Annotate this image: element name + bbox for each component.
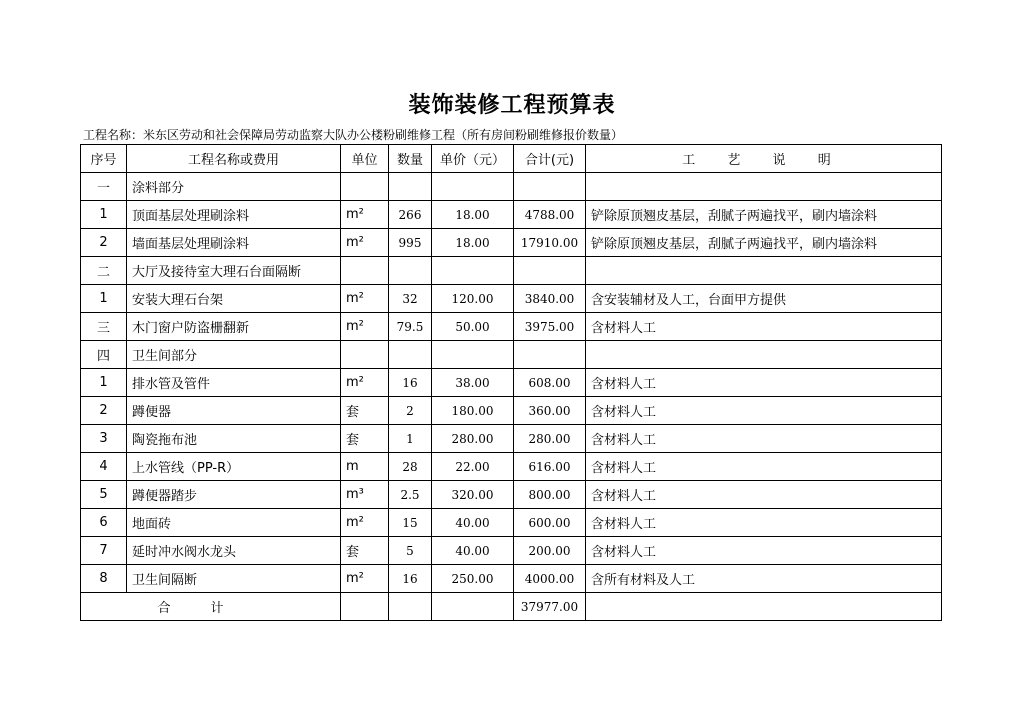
cell-qty [389,173,432,201]
cell-seq: 1 [81,369,127,397]
cell-total: 616.00 [514,453,586,481]
cell-qty: 28 [389,453,432,481]
cell-qty: 16 [389,369,432,397]
cell-qty: 79.5 [389,313,432,341]
cell-total: 608.00 [514,369,586,397]
cell-price: 38.00 [432,369,514,397]
cell-price: 250.00 [432,565,514,593]
table-row [81,537,942,565]
cell-unit: m² [341,229,389,257]
cell-seq: 6 [81,509,127,537]
cell-item-name: 卫生间隔断 [127,565,341,593]
cell-price: 180.00 [432,397,514,425]
table-row [81,285,942,313]
cell-seq: 二 [81,257,127,285]
cell-unit: m² [341,313,389,341]
cell-desc: 含安装辅材及人工，台面甲方提供 [586,285,942,313]
cell-total: 800.00 [514,481,586,509]
cell-price: 40.00 [432,537,514,565]
cell-item-name: 蹲便器踏步 [127,481,341,509]
header-desc: 工 艺 说 明 [586,145,942,173]
cell-seq: 8 [81,565,127,593]
cell-desc: 含材料人工 [586,481,942,509]
cell-item-name: 顶面基层处理刷涂料 [127,201,341,229]
page-title: 装饰装修工程预算表 [408,92,616,118]
cell-desc: 铲除原顶翘皮基层，刮腻子两遍找平，刷内墙涂料 [586,229,942,257]
cell-total [514,341,586,369]
cell-price: 18.00 [432,229,514,257]
cell-price [432,257,514,285]
summary-total: 37977.00 [514,593,586,621]
table-row [81,565,942,593]
cell-total: 4000.00 [514,565,586,593]
table-row [81,229,942,257]
summary-qty-cell [389,593,432,621]
cell-desc: 含材料人工 [586,313,942,341]
cell-unit: 套 [341,425,389,453]
cell-unit [341,257,389,285]
cell-qty: 16 [389,565,432,593]
table-row [81,341,942,369]
cell-qty: 1 [389,425,432,453]
summary-label: 合计 [81,593,341,621]
cell-unit [341,173,389,201]
table-row [81,425,942,453]
summary-price-cell [432,593,514,621]
cell-total [514,257,586,285]
cell-seq: 4 [81,453,127,481]
cell-seq: 2 [81,229,127,257]
cell-qty: 32 [389,285,432,313]
cell-desc: 含材料人工 [586,397,942,425]
cell-item-name: 排水管及管件 [127,369,341,397]
table-row [81,397,942,425]
cell-seq: 一 [81,173,127,201]
cell-item-name: 木门窗户防盗栅翻新 [127,313,341,341]
cell-total: 360.00 [514,397,586,425]
cell-seq: 1 [81,285,127,313]
cell-seq: 1 [81,201,127,229]
cell-total: 200.00 [514,537,586,565]
cell-qty: 266 [389,201,432,229]
cell-desc: 含材料人工 [586,425,942,453]
cell-unit: m² [341,201,389,229]
cell-total: 3975.00 [514,313,586,341]
header-unit: 单位 [341,145,389,173]
cell-unit: 套 [341,537,389,565]
cell-seq: 2 [81,397,127,425]
summary-row [81,593,942,621]
cell-seq: 7 [81,537,127,565]
cell-item-name: 涂料部分 [127,173,341,201]
table-row [81,453,942,481]
cell-total: 3840.00 [514,285,586,313]
cell-price [432,173,514,201]
cell-unit: m² [341,285,389,313]
cell-qty: 995 [389,229,432,257]
cell-desc: 含材料人工 [586,453,942,481]
cell-unit [341,341,389,369]
cell-price [432,341,514,369]
header-price: 单价（元） [432,145,514,173]
cell-seq: 四 [81,341,127,369]
cell-qty: 15 [389,509,432,537]
cell-qty [389,341,432,369]
cell-item-name: 卫生间部分 [127,341,341,369]
budget-table [80,144,942,621]
cell-seq: 三 [81,313,127,341]
table-row [81,173,942,201]
header-qty: 数量 [389,145,432,173]
cell-desc [586,173,942,201]
project-name-line: 工程名称：米东区劳动和社会保障局劳动监察大队办公楼粉刷维修工程（所有房间粉刷维修报价数量） [83,128,624,142]
cell-price: 22.00 [432,453,514,481]
cell-item-name: 陶瓷拖布池 [127,425,341,453]
cell-seq: 3 [81,425,127,453]
cell-price: 18.00 [432,201,514,229]
cell-total: 4788.00 [514,201,586,229]
header-seq: 序号 [81,145,127,173]
cell-total [514,173,586,201]
cell-desc: 铲除原顶翘皮基层，刮腻子两遍找平，刷内墙涂料 [586,201,942,229]
cell-unit: 套 [341,397,389,425]
table-body [81,173,942,593]
summary-unit-cell [341,593,389,621]
table-header-row [81,145,942,173]
cell-item-name: 大厅及接待室大理石台面隔断 [127,257,341,285]
cell-item-name: 安装大理石台架 [127,285,341,313]
cell-price: 40.00 [432,509,514,537]
cell-desc [586,257,942,285]
cell-seq: 5 [81,481,127,509]
table-row [81,313,942,341]
cell-desc: 含材料人工 [586,537,942,565]
cell-item-name: 墙面基层处理刷涂料 [127,229,341,257]
cell-qty [389,257,432,285]
cell-price: 120.00 [432,285,514,313]
cell-desc: 含材料人工 [586,369,942,397]
cell-desc [586,341,942,369]
header-name: 工程名称或费用 [127,145,341,173]
table-row [81,201,942,229]
cell-item-name: 蹲便器 [127,397,341,425]
cell-total: 17910.00 [514,229,586,257]
cell-price: 50.00 [432,313,514,341]
header-total: 合计(元) [514,145,586,173]
cell-item-name: 延时冲水阀水龙头 [127,537,341,565]
cell-item-name: 上水管线（PP-R） [127,453,341,481]
table-row [81,481,942,509]
cell-total: 280.00 [514,425,586,453]
cell-desc: 含所有材料及人工 [586,565,942,593]
cell-total: 600.00 [514,509,586,537]
cell-qty: 5 [389,537,432,565]
table-row [81,509,942,537]
table-row [81,257,942,285]
cell-price: 280.00 [432,425,514,453]
cell-qty: 2 [389,397,432,425]
cell-item-name: 地面砖 [127,509,341,537]
cell-unit: m³ [341,481,389,509]
cell-unit: m² [341,369,389,397]
cell-unit: m² [341,509,389,537]
summary-desc-cell [586,593,942,621]
cell-qty: 2.5 [389,481,432,509]
cell-price: 320.00 [432,481,514,509]
cell-desc: 含材料人工 [586,509,942,537]
cell-unit: m [341,453,389,481]
table-row [81,369,942,397]
cell-unit: m² [341,565,389,593]
